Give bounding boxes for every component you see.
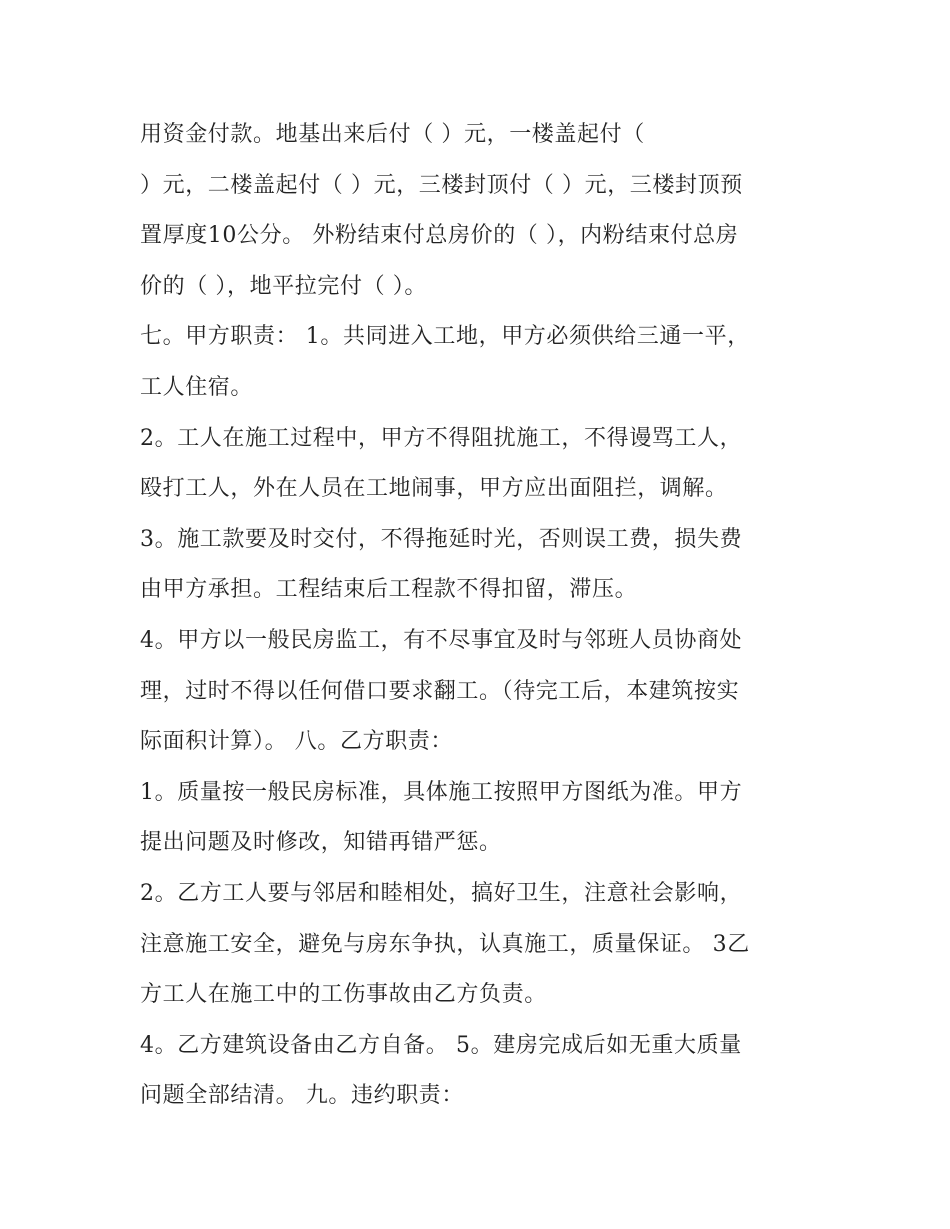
- text-line: 注意施工安全，避免与房东争执，认真施工，质量保证。 3乙: [140, 931, 750, 957]
- document-body: [140, 110, 830, 1122]
- text-line: 理，过时不得以任何借口要求翻工。（待完工后，本建筑按实: [140, 678, 740, 704]
- text-line: 际面积计算）。 八。乙方职责：: [140, 729, 453, 755]
- text-line: 4。乙方建筑设备由乙方自备。 5。建房完成后如无重大质量: [140, 1032, 742, 1058]
- text-line: 提出问题及时修改，知错再错严惩。: [140, 830, 502, 856]
- text-line: 问题全部结清。 九。违约职责：: [140, 1083, 464, 1109]
- text-line: 工人住宿。: [140, 374, 254, 400]
- text-line: 七。甲方职责： 1。共同进入工地，甲方必须供给三通一平，: [140, 324, 750, 350]
- text-line: 方工人在施工中的工伤事故由乙方负责。: [140, 982, 547, 1008]
- text-line: 价的（ ），地平拉完付（ ）。: [140, 273, 427, 299]
- text-line: 3。施工款要及时交付，不得拖延时光，否则误工费，损失费: [140, 526, 743, 552]
- text-line: 2。工人在施工过程中，甲方不得阻扰施工，不得谩骂工人，: [140, 425, 743, 451]
- text-line: ）元，二楼盖起付（ ）元，三楼封顶付（ ）元，三楼封顶预: [140, 172, 743, 198]
- text-line: 2。乙方工人要与邻居和睦相处，搞好卫生，注意社会影响，: [140, 880, 743, 906]
- text-line: 置厚度10公分。 外粉结束付总房价的（ ），内粉结束付总房: [140, 223, 739, 249]
- text-line: 4。甲方以一般民房监工，有不尽事宜及时与邻班人员协商处: [140, 627, 743, 653]
- text-line: 用资金付款。地基出来后付（ ）元，一楼盖起付（: [140, 122, 645, 147]
- text-line: 由甲方承担。工程结束后工程款不得扣留，滞压。: [140, 577, 638, 603]
- text-line: 殴打工人，外在人员在工地闹事，甲方应出面阻拦，调解。: [140, 476, 728, 502]
- text-line: 1。质量按一般民房标准，具体施工按照甲方图纸为准。甲方: [140, 779, 743, 805]
